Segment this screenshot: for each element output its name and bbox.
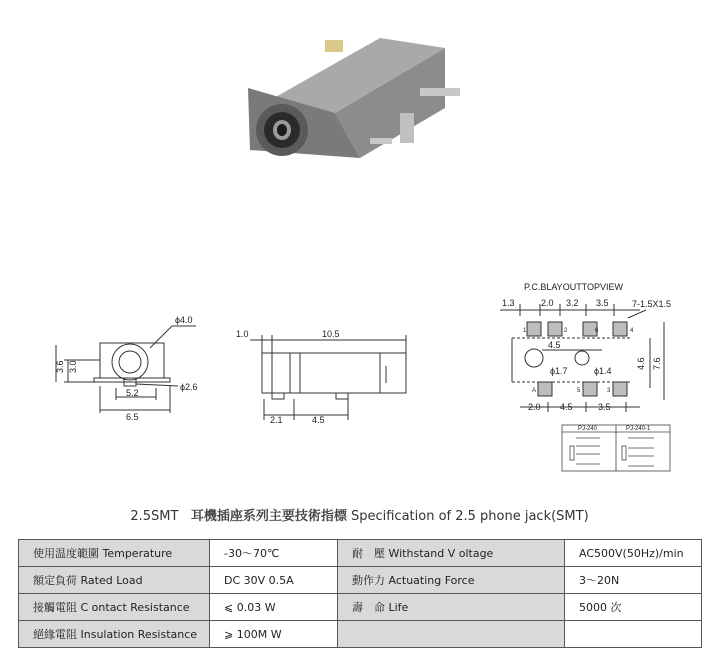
- pin-4: 4: [630, 328, 634, 334]
- spec-label: 壽 命 Life: [338, 594, 565, 621]
- dim-w65: 6.5: [126, 412, 139, 422]
- spec-value: AC500V(50Hz)/min: [565, 540, 702, 567]
- dim-l45: 4.5: [312, 415, 325, 425]
- spec-value: 5000 次: [565, 594, 702, 621]
- spec-label: 絕緣電阻 Insulation Resistance: [19, 621, 210, 648]
- dim-t13: 1.3: [502, 298, 515, 308]
- dim-h36: 3.6: [55, 360, 65, 373]
- spec-table: [18, 539, 702, 648]
- dim-d26: ϕ2.6: [180, 382, 198, 392]
- spec-label: 使用温度範圍 Temperature: [19, 540, 210, 567]
- dim-t35: 3.5: [596, 298, 609, 308]
- pin-3: 3: [607, 388, 611, 394]
- table-row: [19, 567, 702, 594]
- spec-value: ⩽ 0.03 W: [210, 594, 338, 621]
- pin-a: A: [532, 388, 537, 394]
- schematic-pj240: PJ-240: [578, 426, 598, 432]
- dim-l105: 10.5: [322, 329, 340, 339]
- pin-1: 1: [523, 328, 527, 334]
- dim-pads: 7-1.5X1.5: [632, 299, 672, 309]
- page-title: [0, 505, 719, 524]
- dim-l10: 1.0: [236, 329, 249, 339]
- pcb-title: P.C.BLAYOUTTOPVIEW: [524, 282, 624, 292]
- pin-2: 2: [564, 328, 568, 334]
- spec-label: [338, 621, 565, 648]
- dim-h30: 3.0: [68, 360, 78, 373]
- dim-w52: 5.2: [126, 388, 139, 398]
- spec-value: 3～20N: [565, 567, 702, 594]
- spec-value: [565, 621, 702, 648]
- side-view: [250, 335, 406, 420]
- dim-b45: 4.5: [560, 402, 573, 412]
- dim-h14: ϕ1.4: [594, 366, 612, 376]
- spec-label: 接觸電阻 C ontact Resistance: [19, 594, 210, 621]
- spec-value: -30～70℃: [210, 540, 338, 567]
- title-model: 2.5SMT: [130, 509, 179, 524]
- spec-label: 額定負荷 Rated Load: [19, 567, 210, 594]
- dim-t32: 3.2: [566, 298, 579, 308]
- spec-value: ⩾ 100M W: [210, 621, 338, 648]
- technical-drawings: [0, 270, 719, 490]
- dim-d40: ϕ4.0: [175, 315, 193, 325]
- pin-6: 6: [595, 328, 599, 334]
- pcb-pads: [527, 322, 627, 396]
- product-photo: [240, 18, 490, 168]
- dim-b20: 2.0: [528, 402, 541, 412]
- table-row: [19, 621, 702, 648]
- dim-t20: 2.0: [541, 298, 554, 308]
- title-english: Specification of 2.5 phone jack(SMT): [350, 509, 589, 524]
- dim-v46: 4.6: [636, 357, 646, 370]
- schematic-pj240-1: PJ-240-1: [626, 426, 651, 432]
- dim-m45: 4.5: [548, 340, 561, 350]
- spec-label: 動作力 Actuating Force: [338, 567, 565, 594]
- pin-5: 5: [577, 388, 581, 394]
- dim-v76: 7.6: [652, 357, 662, 370]
- dim-b35: 3.5: [598, 402, 611, 412]
- table-row: [19, 594, 702, 621]
- spec-value: DC 30V 0.5A: [210, 567, 338, 594]
- dim-h17: ϕ1.7: [550, 366, 568, 376]
- title-chinese: 耳機插座系列主要技術指標: [190, 509, 347, 524]
- spec-label: 耐 壓 Withstand V oltage: [338, 540, 565, 567]
- table-row: [19, 540, 702, 567]
- dim-l21: 2.1: [270, 415, 283, 425]
